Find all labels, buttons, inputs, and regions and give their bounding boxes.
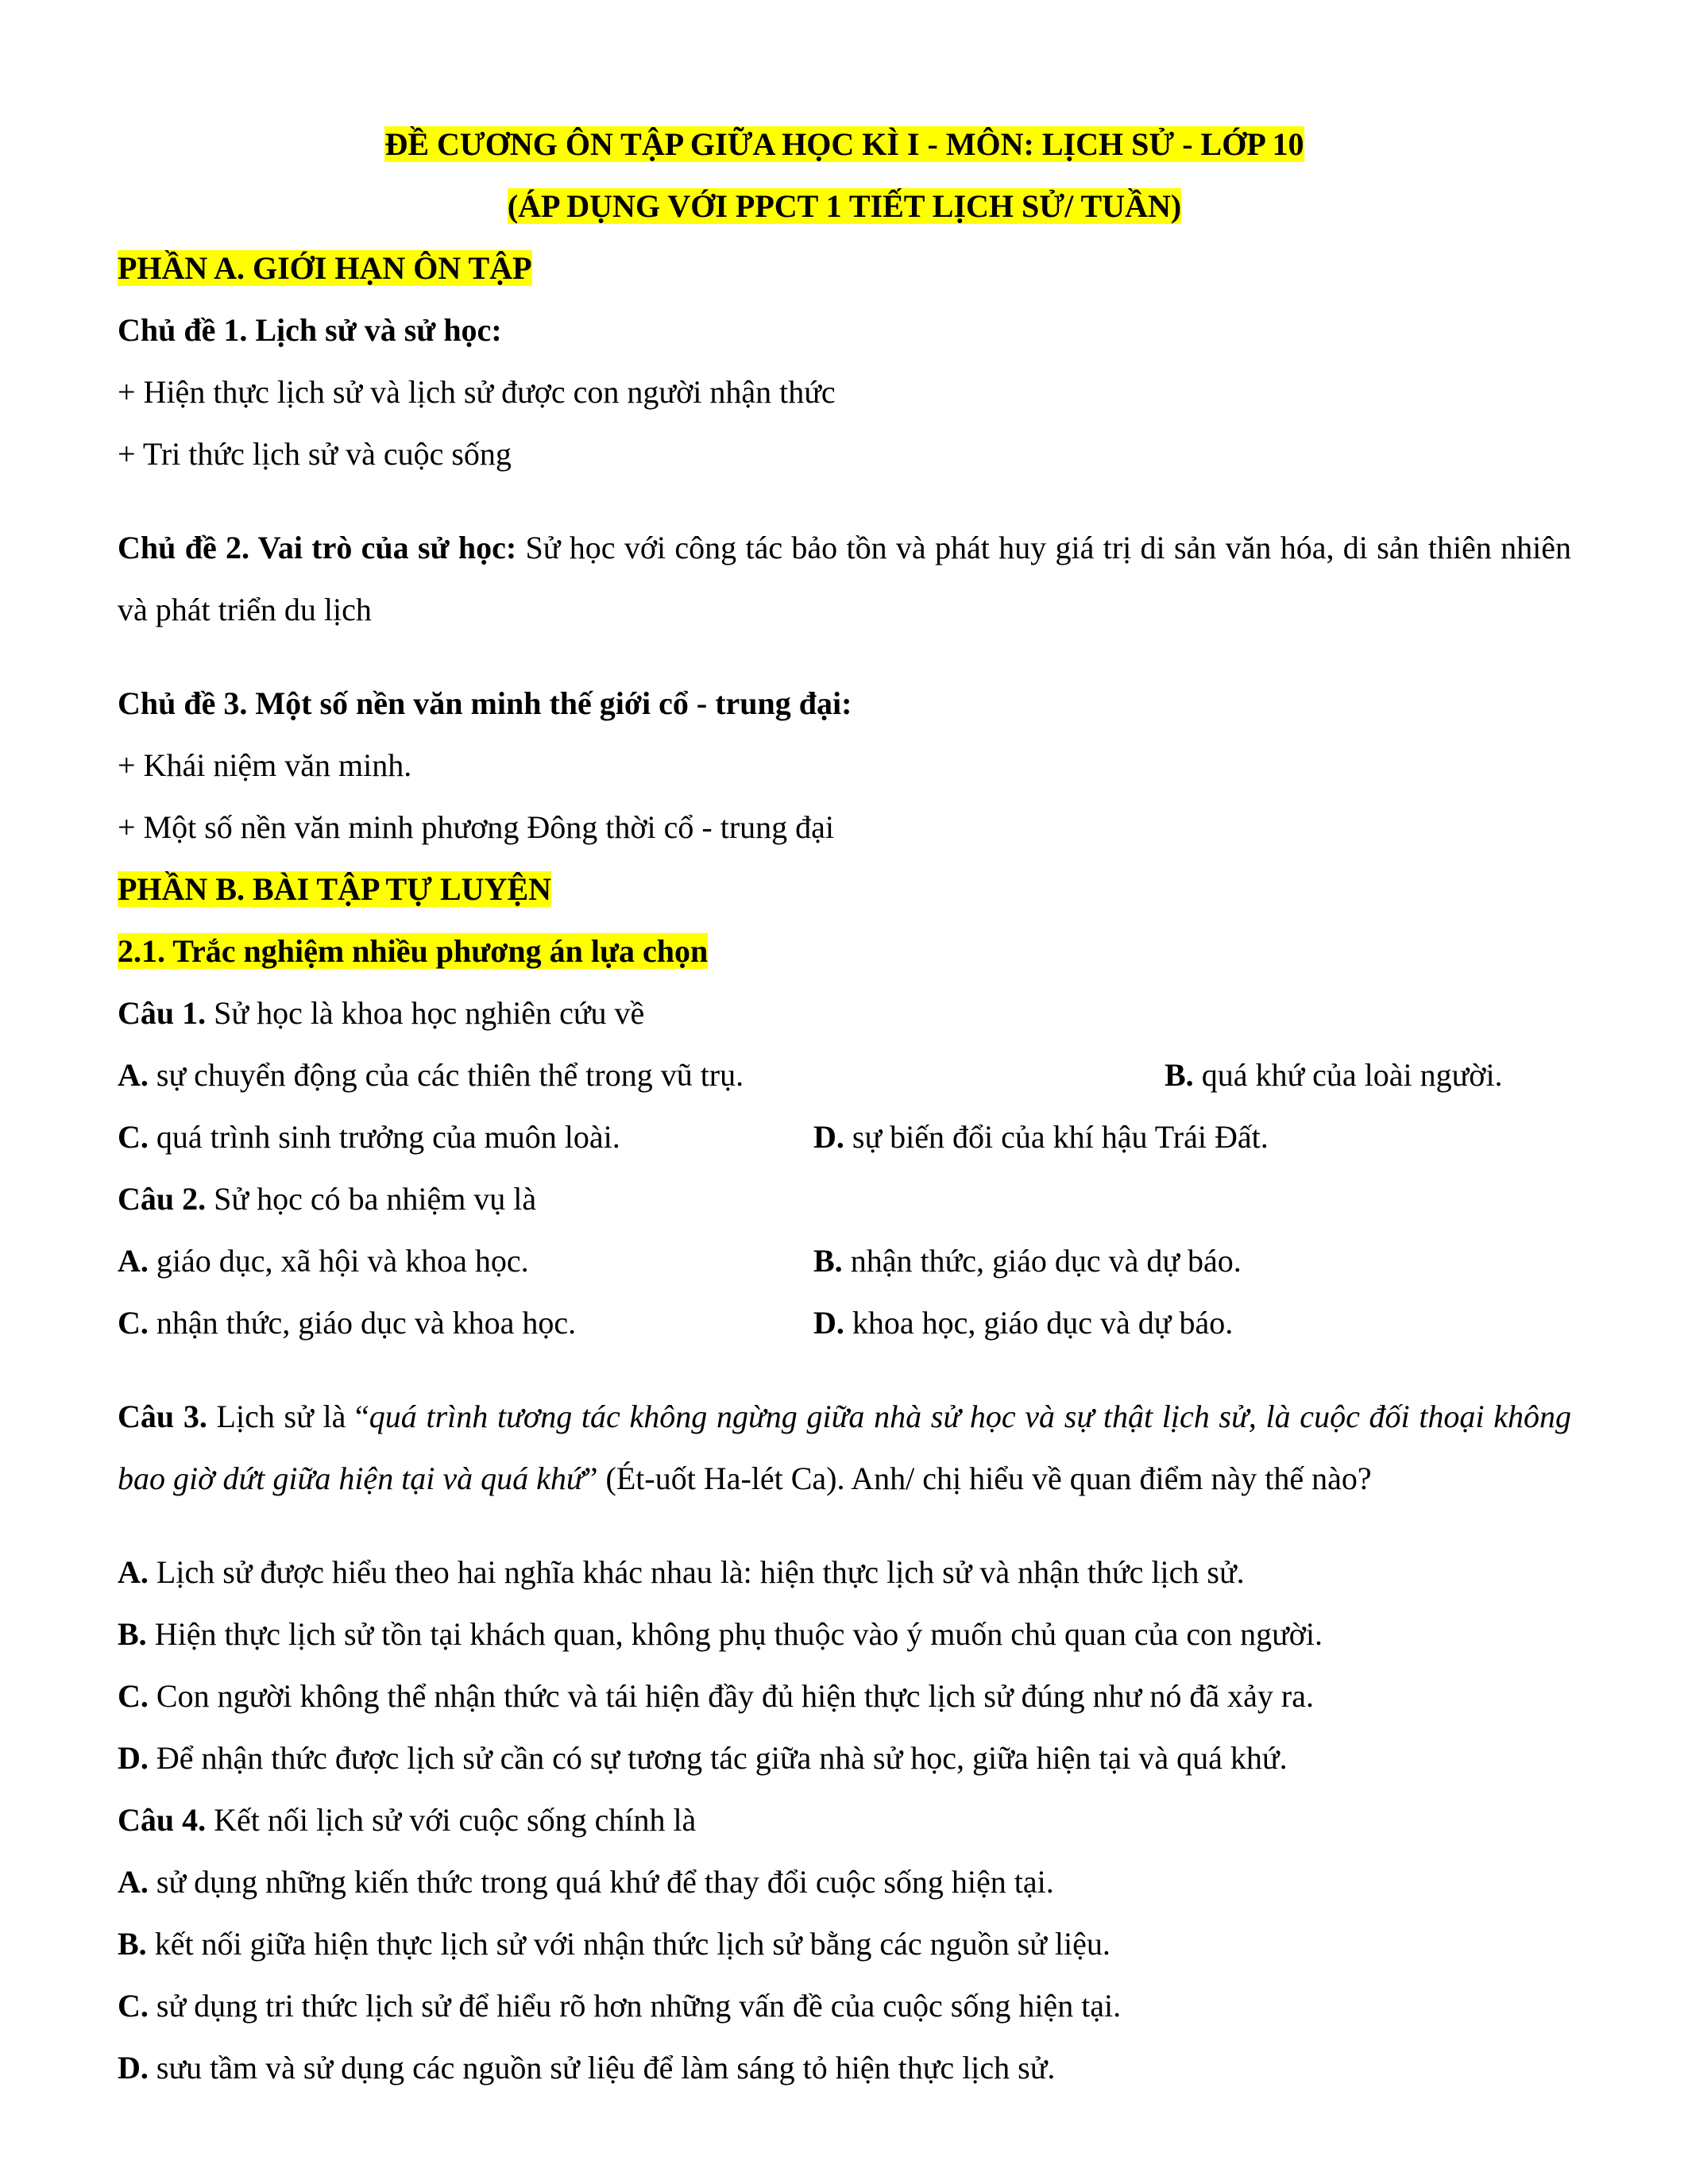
option-text: Hiện thực lịch sử tồn tại khách quan, không phụ thuộc vào ý muốn chủ quan của con người. [146, 1616, 1323, 1652]
topic-2-paragraph [118, 517, 1571, 641]
option-text: sử dụng những kiến thức trong quá khứ để thay đổi cuộc sống hiện tại. [148, 1864, 1054, 1900]
option-letter: B. [1165, 1057, 1194, 1093]
option-letter: A. [118, 1864, 149, 1900]
option-d [813, 1292, 1233, 1354]
option-c [118, 1106, 813, 1168]
option-letter: C. [118, 1305, 149, 1341]
topic-3-title: Chủ đề 3. Một số nền văn minh thế giới cổ - trung đại: [118, 685, 852, 721]
question-text: Sử học có ba nhiệm vụ là [206, 1181, 537, 1217]
topic-3-item: + Khái niệm văn minh. [118, 747, 412, 783]
option-letter: B. [118, 1926, 147, 1962]
option-letter: A. [118, 1243, 149, 1279]
option-text: quá trình sinh trưởng của muôn loài. [148, 1119, 620, 1155]
topic-3-item: + Một số nền văn minh phương Đông thời cổ - trung đại [118, 809, 835, 845]
question-quote: quá trình tương tác không ngừng giữa nhà sử học và sự thật lịch sử, là cuộc đối thoại không bao giờ dứt giữa hiện tại và quá khứ [118, 1399, 1571, 1496]
topic-1-item: + Tri thức lịch sử và cuộc sống [118, 436, 512, 472]
option-d [118, 1727, 1571, 1789]
title-line-1-text: ĐỀ CƯƠNG ÔN TẬP GIỮA HỌC KÌ I - MÔN: LỊCH SỬ - LỚP 10 [384, 126, 1304, 162]
option-letter: D. [813, 1305, 844, 1341]
part-b-heading [118, 859, 1571, 920]
question-text-before: Lịch sử là “ [207, 1399, 369, 1434]
option-a [118, 1851, 1571, 1913]
document-content [118, 114, 1571, 2099]
option-text: nhận thức, giáo dục và dự báo. [842, 1243, 1242, 1279]
option-letter: B. [118, 1616, 147, 1652]
part-a-heading [118, 237, 1571, 299]
option-b [1165, 1044, 1503, 1106]
option-text: giáo dục, xã hội và khoa học. [148, 1243, 529, 1279]
question-2 [118, 1168, 1571, 1230]
option-text: sưu tầm và sử dụng các nguồn sử liệu để làm sáng tỏ hiện thực lịch sử. [148, 2050, 1056, 2086]
question-text-after: ” (Ét-uốt Ha-lét Ca). Anh/ chị hiểu về quan điểm này thế nào? [583, 1461, 1372, 1496]
question-1-options-row-2 [118, 1106, 1571, 1168]
topic-1-title: Chủ đề 1. Lịch sử và sử học: [118, 312, 502, 348]
option-letter: C. [118, 1678, 149, 1714]
option-text: sự chuyển động của các thiên thể trong vũ trụ. [148, 1057, 744, 1093]
option-d [813, 1106, 1269, 1168]
option-a [118, 1542, 1571, 1603]
question-3 [118, 1386, 1571, 1510]
question-label: Câu 4. [118, 1802, 207, 1838]
option-b [813, 1230, 1242, 1292]
question-label: Câu 3. [118, 1399, 207, 1434]
option-letter: D. [813, 1119, 844, 1155]
option-text: khoa học, giáo dục và dự báo. [844, 1305, 1234, 1341]
title-line-2 [118, 176, 1571, 237]
topic-2-title: Chủ đề 2. Vai trò của sử học: [118, 530, 517, 565]
question-1-options-row-1 [118, 1044, 1571, 1106]
option-letter: C. [118, 1988, 149, 2024]
option-text: Con người không thể nhận thức và tái hiện đầy đủ hiện thực lịch sử đúng như nó đã xảy ra. [148, 1678, 1314, 1714]
option-text: nhận thức, giáo dục và khoa học. [148, 1305, 577, 1341]
title-line-2-text: (ÁP DỤNG VỚI PPCT 1 TIẾT LỊCH SỬ/ TUẦN) [507, 188, 1182, 224]
option-text: sự biến đổi của khí hậu Trái Đất. [844, 1119, 1269, 1155]
topic-1-item: + Hiện thực lịch sử và lịch sử được con người nhận thức [118, 374, 836, 410]
option-text: sử dụng tri thức lịch sử để hiểu rõ hơn những vấn đề của cuộc sống hiện tại. [148, 1988, 1122, 2024]
option-letter: A. [118, 1554, 149, 1590]
option-letter: B. [813, 1243, 843, 1279]
question-text: Kết nối lịch sử với cuộc sống chính là [206, 1802, 697, 1838]
option-a [118, 1230, 813, 1292]
question-label: Câu 1. [118, 995, 207, 1031]
option-text: Lịch sử được hiểu theo hai nghĩa khác nhau là: hiện thực lịch sử và nhận thức lịch sử. [148, 1554, 1245, 1590]
part-b-heading-text: PHẦN B. BÀI TẬP TỰ LUYỆN [118, 871, 552, 907]
option-text: kết nối giữa hiện thực lịch sử với nhận thức lịch sử bằng các nguồn sử liệu. [146, 1926, 1111, 1962]
option-letter: D. [118, 2050, 149, 2086]
title-line-1 [118, 114, 1571, 176]
topic-2-text: Sử học với công tác bảo tồn và phát huy giá trị di sản văn hóa, di sản thiên nhiên và phát triển du lịch [118, 530, 1571, 627]
question-2-options-row-2 [118, 1292, 1571, 1354]
part-a-heading-text: PHẦN A. GIỚI HẠN ÔN TẬP [118, 250, 532, 286]
option-b [118, 1913, 1571, 1975]
question-4 [118, 1789, 1571, 1851]
option-d [118, 2037, 1571, 2099]
option-a [118, 1044, 1165, 1106]
question-1 [118, 982, 1571, 1044]
option-text: quá khứ của loài người. [1193, 1057, 1503, 1093]
option-letter: C. [118, 1119, 149, 1155]
option-c [118, 1665, 1571, 1727]
question-label: Câu 2. [118, 1181, 207, 1217]
option-letter: A. [118, 1057, 149, 1093]
question-2-options-row-1 [118, 1230, 1571, 1292]
part-b-subheading-text: 2.1. Trắc nghiệm nhiều phương án lựa chọn [118, 933, 709, 969]
option-text: Để nhận thức được lịch sử cần có sự tương tác giữa nhà sử học, giữa hiện tại và quá khứ. [148, 1740, 1288, 1776]
option-letter: D. [118, 1740, 149, 1776]
option-c [118, 1292, 813, 1354]
option-c [118, 1975, 1571, 2037]
part-b-subheading [118, 920, 1571, 982]
question-text: Sử học là khoa học nghiên cứu về [206, 995, 645, 1031]
option-b [118, 1603, 1571, 1665]
